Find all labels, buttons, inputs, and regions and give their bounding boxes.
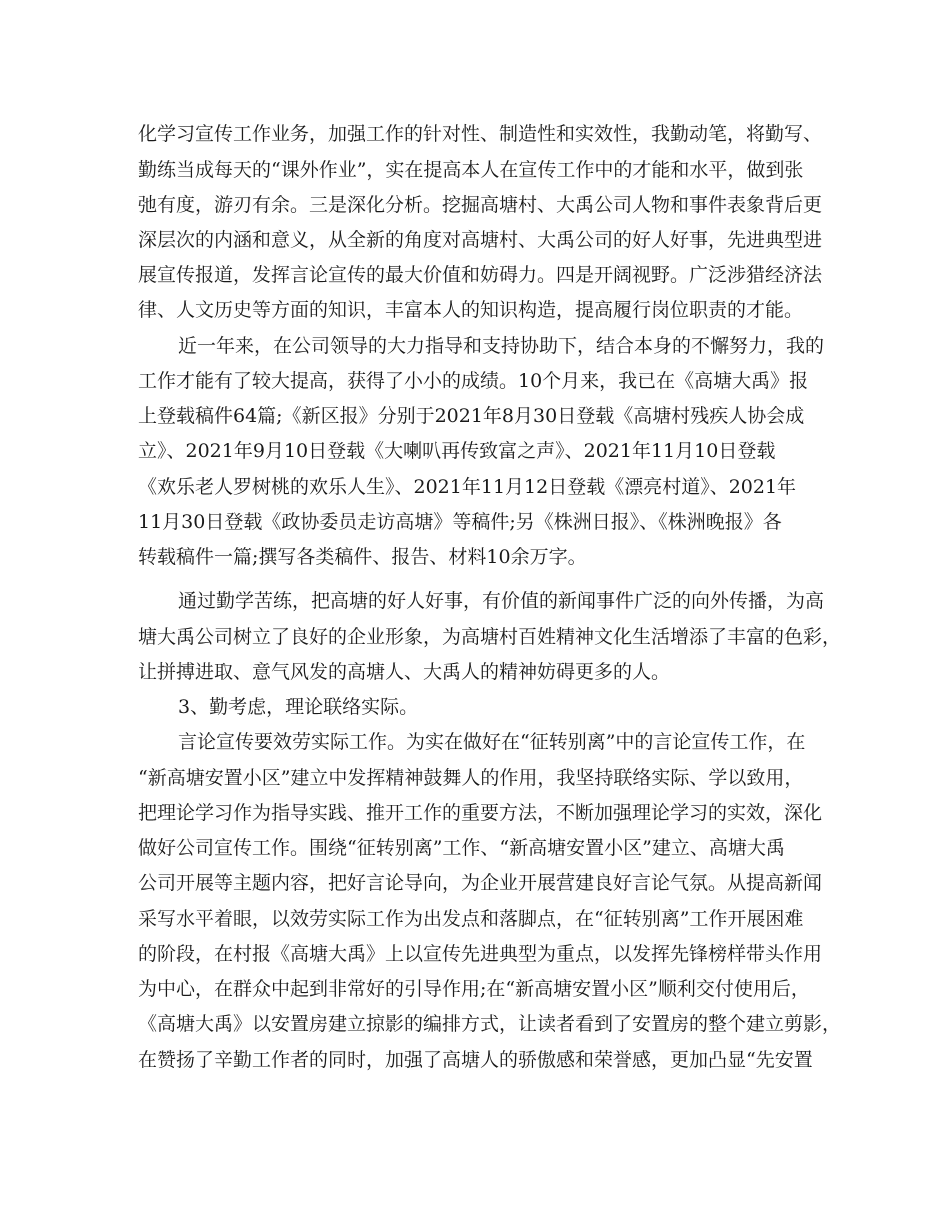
text-line: 深层次的内涵和意义，从全新的角度对高塘村、大禹公司的好人好事，先进典型进 [138, 229, 823, 251]
text-line: 近一年来，在公司领导的大力指导和支持协助下，结合本身的不懈努力，我的 [178, 335, 825, 357]
text-line: 工作才能有了较大提高，获得了小小的成绩。10个月来，我已在《高塘大禹》报 [138, 370, 809, 392]
text-line: 通过勤学苦练，把高塘的好人好事，有价值的新闻事件广泛的向外传播，为高 [178, 590, 825, 612]
text-line: 《欢乐老人罗树桃的欢乐人生》、2021年11月12日登载《漂亮村道》、2021年 [138, 476, 797, 498]
text-line: 弛有度，游刃有余。三是深化分析。挖掘高塘村、大禹公司人物和事件表象背后更 [138, 194, 823, 216]
text-line: 为中心，在群众中起到非常好的引导作用;在“新高塘安置小区”顺利交付使用后， [138, 978, 810, 1000]
text-line: 采写水平着眼，以效劳实际工作为出发点和落脚点，在“征转别离”工作开展困难 [138, 908, 804, 930]
text-line: 让拼搏进取、意气风发的高塘人、大禹人的精神妨碍更多的人。 [138, 661, 671, 683]
text-line: 律、人文历史等方面的知识，丰富本人的知识构造，提高履行岗位职责的才能。 [138, 299, 804, 321]
text-line: 勤练当成每天的“课外作业”，实在提高本人在宣传工作中的才能和水平，做到张 [138, 159, 804, 181]
text-line: 公司开展等主题内容，把好言论导向，为企业开展营建良好言论气氛。从提高新闻 [138, 872, 823, 894]
text-line: 塘大禹公司树立了良好的企业形象，为高塘村百姓精神文化生活增添了丰富的色彩， [138, 626, 842, 648]
text-line: 言论宣传要效劳实际工作。为实在做好在“征转别离”中的言论宣传工作，在 [178, 731, 806, 753]
text-line: 立》、2021年9月10日登载《大喇叭再传致富之声》、2021年11月10日登载 [138, 440, 776, 462]
text-line: 的阶段，在村报《高塘大禹》上以宣传先进典型为重点，以发挥先锋榜样带头作用 [138, 943, 823, 965]
text-line: 展宣传报道，发挥言论宣传的最大价值和妨碍力。四是开阔视野。广泛涉猎经济法 [138, 264, 823, 286]
text-line: 11月30日登载《政协委员走访高塘》等稿件;另《株洲日报》、《株洲晚报》各 [138, 511, 782, 533]
text-line: 转载稿件一篇;撰写各类稿件、报告、材料10余万字。 [138, 546, 587, 568]
text-line: 把理论学习作为指导实践、推开工作的重要方法，不断加强理论学习的实效，深化 [138, 802, 823, 824]
section-heading: 3、勤考虑，理论联络实际。 [178, 696, 419, 718]
text-line: 在赞扬了辛勤工作者的同时，加强了高塘人的骄傲感和荣誉感，更加凸显“先安置 [138, 1049, 813, 1071]
text-line: 化学习宣传工作业务，加强工作的针对性、制造性和实效性，我勤动笔，将勤写、 [138, 123, 823, 145]
text-line: 上登载稿件64篇;《新区报》分别于2021年8月30日登载《高塘村残疾人协会成 [138, 405, 805, 427]
text-line: “新高塘安置小区”建立中发挥精神鼓舞人的作用，我坚持联络实际、学以致用， [138, 767, 804, 789]
text-line: 做好公司宣传工作。围绕“征转别离”工作、“新高塘安置小区”建立、高塘大禹 [138, 837, 785, 859]
text-line: 《高塘大禹》以安置房建立掠影的编排方式，让读者看到了安置房的整个建立剪影， [138, 1013, 842, 1035]
